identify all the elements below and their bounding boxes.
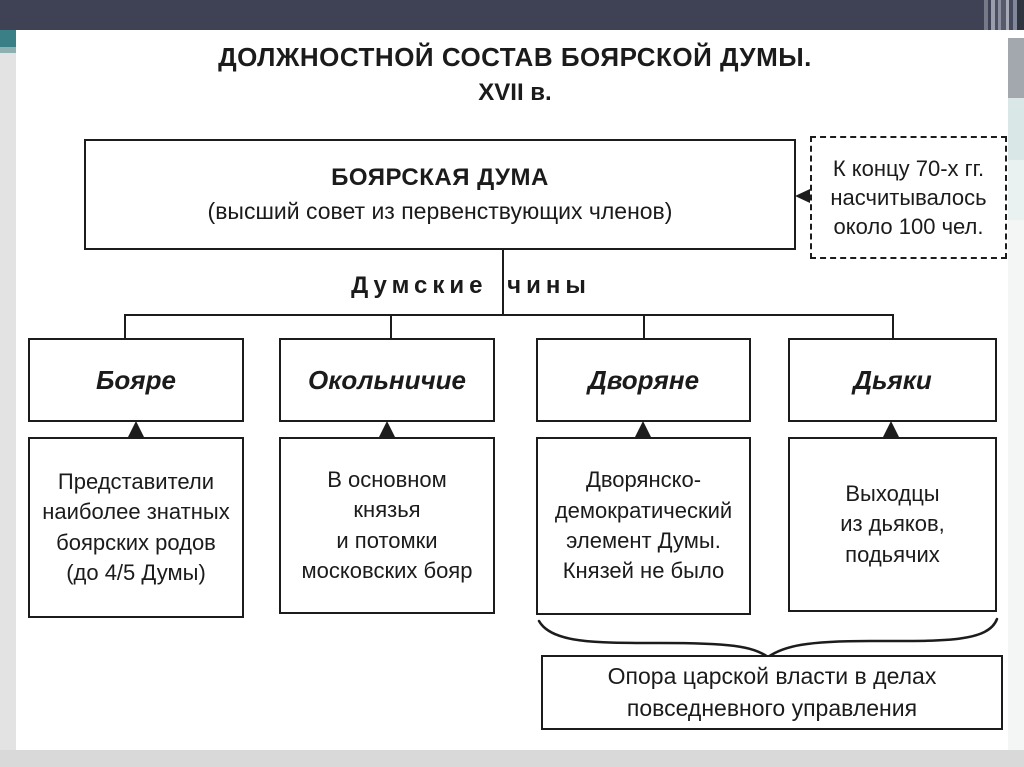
arrow-up-icon-4 [883,421,899,437]
arrow-up-icon-2 [379,421,395,437]
footer-line2: повседневного управления [626,694,918,721]
note-arrow-left-icon [795,189,810,203]
desc-line: демократический [554,497,733,523]
desc-line: Представители [57,468,215,494]
desc-line: элемент Думы. [566,528,721,553]
root-box-boyar-duma [84,139,796,250]
rank-box-dvoryane [536,338,751,422]
rank-label: Окольничие [308,364,466,395]
note-line1: К концу 70-х гг. [832,155,985,181]
page-title-line1: ДОЛЖНОСТНОЙ СОСТАВ БОЯРСКОЙ ДУМЫ. [218,42,812,72]
note-box-membership-count [810,136,1007,259]
left-margin-strip [0,53,16,750]
desc-line: из дьяков, [840,511,945,537]
desc-line: В основном [327,466,447,492]
note-line2: насчитывалось [830,184,987,210]
desc-line: Дворянско- [585,467,702,493]
desc-line: Князей не было [562,558,725,584]
desc-line: наиболее знатных [42,499,230,525]
bottom-margin-strip [0,750,1024,767]
desc-box-boyare [28,437,244,618]
rank-label: Дворяне [587,364,700,395]
rank-box-okolnichie [279,338,495,422]
connector-drop-4 [892,314,894,340]
connector-drop-2 [390,314,392,340]
root-box-title: БОЯРСКАЯ ДУМА [331,164,549,191]
page-title [115,42,915,107]
note-line3: около 100 чел. [833,214,984,240]
desc-line: князья [353,497,421,523]
teal-accent-square [0,30,16,47]
desc-line: боярских родов [56,529,216,555]
desc-line: подьячих [845,541,940,567]
desc-box-dvoryane [536,437,751,615]
connector-drop-1 [124,314,126,340]
root-box-subtitle: (высший совет из первенствующих членов) [207,198,673,224]
footer-line1: Опора царской власти в делах [607,663,937,690]
rank-label: Дьяки [853,364,932,395]
slide-top-bar [0,0,1024,30]
arrow-up-icon-3 [635,421,651,437]
top-bar-stripe-decoration [980,0,1024,30]
desc-box-okolnichie [279,437,495,614]
desc-line: московских бояр [301,557,473,583]
branch-label-dumskie-chiny: Думские чины [351,272,591,299]
right-margin-strip [1008,30,1024,750]
rank-box-dyaki [788,338,997,422]
connector-drop-3 [643,314,645,340]
footer-box-support-of-tsar [541,655,1003,730]
page-title-line2: XVII в. [478,79,552,106]
desc-line: и потомки [336,527,438,553]
desc-line: Выходцы [845,480,940,506]
connector-horizontal [124,314,894,316]
desc-line: (до 4/5 Думы) [66,559,206,585]
rank-box-boyare [28,338,244,422]
rank-label: Бояре [96,364,176,395]
desc-box-dyaki [788,437,997,612]
arrow-up-icon-1 [128,421,144,437]
